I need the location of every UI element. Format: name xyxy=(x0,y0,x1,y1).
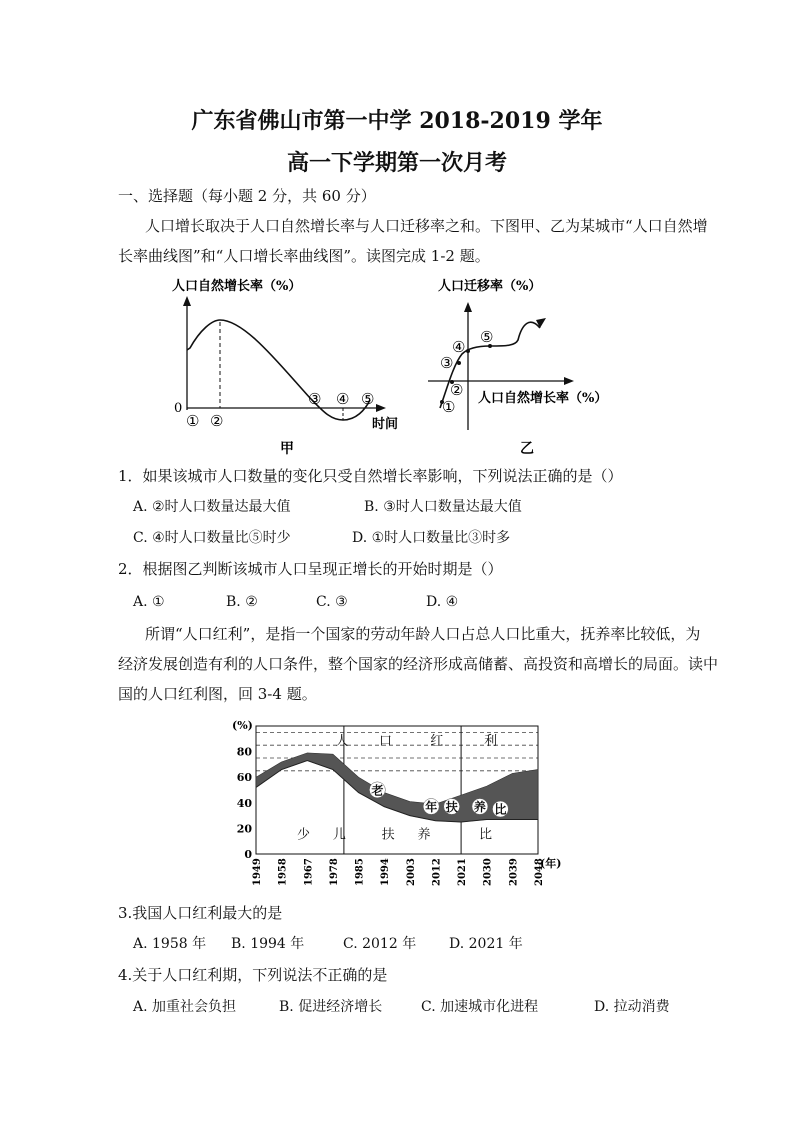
chart-label-top-1: 人 xyxy=(335,734,349,750)
q3-option-b: B. 1994 年 xyxy=(231,936,305,952)
chart-label-band-4: 养 xyxy=(473,799,486,814)
chart-xtick-1985: 1985 xyxy=(354,858,366,886)
q1-option-b: B. ③时人口数量达最大值 xyxy=(364,499,522,515)
q2-option-c: C. ③ xyxy=(316,594,348,610)
figure-yi xyxy=(420,270,640,460)
q3-option-d: D. 2021 年 xyxy=(449,936,523,952)
q1-option-a: A. ②时人口数量达最大值 xyxy=(133,499,291,515)
q2-option-b: B. ② xyxy=(226,594,258,610)
q1-option-c: C. ④时人口数量比⑤时少 xyxy=(133,530,291,546)
chart-ytick-0: 0 xyxy=(244,848,252,861)
chart-xtick-2012: 2012 xyxy=(431,858,443,886)
q1-option-d: D. ①时人口数量比③时多 xyxy=(352,530,511,546)
chart-xtick-1967: 1967 xyxy=(303,858,315,886)
fig-jia-ylabel: 人口自然增长率（%） xyxy=(172,279,302,294)
q1-stem: 1．如果该城市人口数量的变化只受自然增长率影响，下列说法正确的是（） xyxy=(118,467,623,485)
q3-stem: 3.我国人口红利最大的是 xyxy=(118,904,283,922)
q2-option-a: A. ① xyxy=(133,594,165,610)
fig-yi-marker-3: ③ xyxy=(440,354,454,372)
chart-xtick-2048: 2048 xyxy=(534,858,545,886)
figure-jia xyxy=(160,270,410,460)
q4-stem: 4.关于人口红利期，下列说法不正确的是 xyxy=(118,966,388,984)
chart-label-band-2: 年 xyxy=(425,799,438,814)
intro2-line2: 经济发展创造有利的人口条件，整个国家的经济形成高储蓄、高投资和高增长的局面。读中 xyxy=(118,655,719,673)
fig-jia-x-arrow xyxy=(376,404,386,412)
chart-xtick-1949: 1949 xyxy=(252,858,263,886)
chart-xtick-1994: 1994 xyxy=(380,858,392,886)
chart-xtick-2039: 2039 xyxy=(508,858,520,886)
fig-yi-curve-arrow xyxy=(536,318,546,328)
q4-option-a: A. 加重社会负担 xyxy=(133,999,237,1015)
q2-option-d: D. ④ xyxy=(426,594,459,610)
fig-yi-x-arrow xyxy=(564,377,574,385)
fig-jia-marker-4: ④ xyxy=(336,390,350,408)
fig-yi-point-3 xyxy=(457,361,461,365)
section-heading: 一、选择题（每小题 2 分，共 60 分） xyxy=(118,187,376,205)
chart-label-bottom-4: 养 xyxy=(417,827,431,843)
fig-yi-marker-5: ⑤ xyxy=(480,328,494,346)
fig-yi-marker-1: ① xyxy=(442,398,456,416)
fig-jia-xlabel: 时间 xyxy=(372,417,399,432)
chart-ytick-20: 20 xyxy=(236,822,252,836)
q4-option-b: B. 促进经济增长 xyxy=(279,999,383,1015)
chart-label-band-3: 扶 xyxy=(445,799,458,814)
chart-label-top-3: 红 xyxy=(430,734,444,750)
chart-label-top-2: 口 xyxy=(379,734,393,750)
chart-ytick-80: 80 xyxy=(236,745,252,759)
fig-yi-point-4 xyxy=(466,349,470,353)
chart-xtick-2021: 2021 xyxy=(457,858,469,886)
chart-ytick-40: 40 xyxy=(236,796,252,810)
fig-yi-marker-4: ④ xyxy=(452,338,466,356)
fig-jia-origin: 0 xyxy=(174,401,183,416)
chart-xtick-2030: 2030 xyxy=(482,858,494,886)
q4-option-d: D. 拉动消费 xyxy=(594,999,670,1015)
chart-ytick-60: 60 xyxy=(236,771,252,785)
fig-yi-ylabel: 人口迁移率（%） xyxy=(438,279,542,294)
fig-jia-marker-1: ① xyxy=(186,412,200,430)
chart-label-bottom-3: 扶 xyxy=(381,827,395,843)
chart-xtick-1978: 1978 xyxy=(328,858,340,886)
fig-yi-caption: 乙 xyxy=(520,441,534,457)
chart-xtick-1958: 1958 xyxy=(277,858,289,886)
chart-label-bottom-5: 比 xyxy=(479,827,493,843)
chart-xlabel: (年) xyxy=(540,857,562,870)
chart-label-band-1: 老 xyxy=(371,783,384,798)
q2-stem: 2．根据图乙判断该城市人口呈现正增长的开始时期是（） xyxy=(118,560,503,578)
chart-ylabel: (%) xyxy=(232,719,253,732)
q4-option-c: C. 加速城市化进程 xyxy=(421,999,539,1015)
page-subtitle: 高一下学期第一次月考 xyxy=(286,150,507,176)
fig-jia-y-arrow xyxy=(183,296,191,306)
fig-yi-marker-2: ② xyxy=(450,381,464,399)
fig-yi-xlabel: 人口自然增长率（%） xyxy=(478,391,608,406)
q3-option-a: A. 1958 年 xyxy=(133,936,207,952)
page-title: 广东省佛山市第一中学 2018-2019 学年 xyxy=(191,108,603,134)
q3-option-c: C. 2012 年 xyxy=(343,936,417,952)
fig-jia-caption: 甲 xyxy=(280,441,294,457)
fig-jia-marker-5: ⑤ xyxy=(361,390,375,408)
fig-jia-marker-2: ② xyxy=(210,412,224,430)
chart-label-bottom-2: 儿 xyxy=(332,827,346,843)
intro2-line3: 国的人口红利图，回 3-4 题。 xyxy=(118,685,317,703)
intro1-line1: 人口增长取决于人口自然增长率与人口迁移率之和。下图甲、乙为某城市“人口自然增 xyxy=(145,217,708,235)
intro2-line1: 所谓“人口红利”，是指一个国家的劳动年龄人口占总人口比重大，抚养率比较低，为 xyxy=(145,625,701,643)
intro1-line2: 长率曲线图”和“人口增长率曲线图”。读图完成 1-2 题。 xyxy=(118,247,490,265)
fig-jia-marker-3: ③ xyxy=(308,390,322,408)
chart-label-bottom-1: 少 xyxy=(297,827,311,843)
dividend-chart xyxy=(222,712,572,892)
chart-label-top-4: 利 xyxy=(484,734,498,750)
fig-yi-y-arrow xyxy=(464,302,472,312)
chart-xtick-2003: 2003 xyxy=(405,858,417,886)
chart-label-band-5: 比 xyxy=(494,802,507,817)
